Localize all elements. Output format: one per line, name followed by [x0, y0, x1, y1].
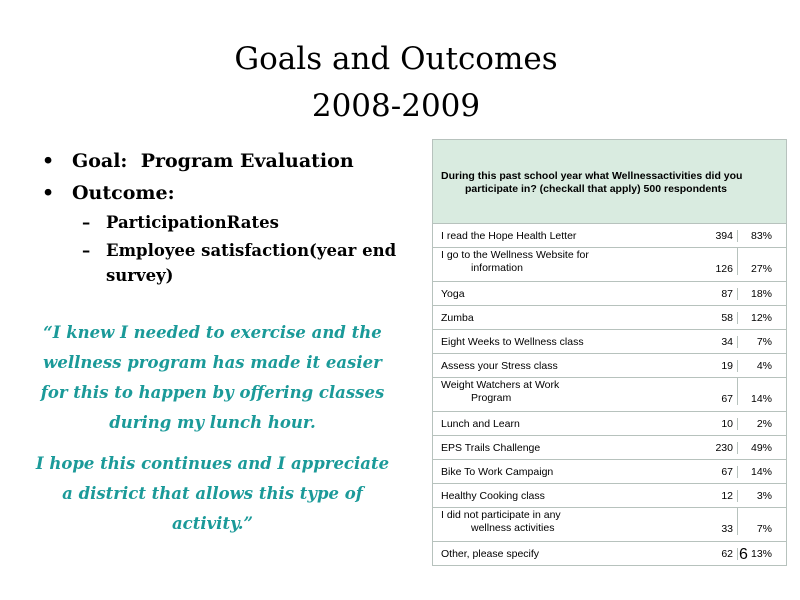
table-row — [433, 282, 786, 306]
table-row — [433, 412, 786, 436]
table-row — [433, 378, 786, 412]
title-line-2: 2008-2009 — [311, 88, 481, 124]
row-label-line-1: Zumba — [441, 311, 474, 324]
row-percent: 3% — [737, 490, 786, 502]
row-count: 87 — [721, 287, 733, 300]
question-line-2: participate in? (checkall that apply) 500 respondents — [465, 183, 727, 195]
row-count: 230 — [715, 441, 733, 454]
page-number: 6 — [739, 546, 748, 563]
table-row — [433, 306, 786, 330]
row-percent: 18% — [737, 288, 786, 300]
row-label — [433, 288, 695, 300]
goal-label: Goal: — [72, 150, 128, 172]
row-count: 19 — [721, 359, 733, 372]
bullet-list — [40, 146, 410, 288]
row-label — [433, 379, 695, 405]
row-label-line-1: Lunch and Learn — [441, 417, 520, 430]
row-percent: 4% — [737, 360, 786, 372]
table-row — [433, 224, 786, 248]
row-count: 62 — [721, 547, 733, 560]
row-label-line-1: Bike To Work Campaign — [441, 465, 554, 478]
row-count: 33 — [721, 523, 733, 535]
row-label — [433, 442, 695, 454]
row-count: 12 — [721, 489, 733, 502]
row-percent: 7% — [737, 508, 786, 535]
row-percent: 12% — [737, 312, 786, 324]
row-label-line-1: Assess your Stress class — [441, 359, 558, 372]
table-row — [433, 484, 786, 508]
bullet-dot-icon: • — [42, 182, 55, 204]
row-label-line-1: Healthy Cooking class — [441, 489, 545, 502]
row-count: 67 — [721, 393, 733, 405]
row-label-line-1: Other, please specify — [441, 547, 540, 560]
goal-text: Program Evaluation — [140, 150, 354, 172]
dash-icon: – — [82, 213, 91, 232]
row-percent: 49% — [737, 442, 786, 454]
row-label-line-1: I go to the Wellness Website for — [441, 249, 589, 261]
table-row — [433, 330, 786, 354]
row-label — [433, 230, 695, 242]
row-label — [433, 509, 695, 535]
sub-bullet-text: Employee satisfaction(year end survey) — [106, 241, 397, 285]
sub-bullet-participation — [40, 210, 410, 235]
quote-paragraph-2: I hope this continues and I appreciate a district that allows this type of activity.” — [35, 454, 390, 533]
outcome-label: Outcome: — [72, 182, 175, 204]
row-label-line-1: I read the Hope Health Letter — [441, 229, 577, 242]
row-count: 394 — [715, 229, 733, 242]
sub-bullet-satisfaction — [40, 238, 410, 288]
sub-bullet-text: ParticipationRates — [106, 213, 279, 232]
row-label-line-1: EPS Trails Challenge — [441, 441, 541, 454]
survey-table — [432, 139, 787, 566]
row-label — [433, 490, 695, 502]
table-row — [433, 460, 786, 484]
row-percent: 2% — [737, 418, 786, 430]
row-label-line-2: wellness activities — [471, 522, 555, 534]
table-row — [433, 508, 786, 542]
row-label — [433, 336, 695, 348]
bullet-dot-icon: • — [42, 150, 55, 172]
row-count: 34 — [721, 335, 733, 348]
row-label-line-1: Yoga — [441, 287, 465, 300]
row-label-line-1: Eight Weeks to Wellness class — [441, 335, 584, 348]
title-line-1: Goals and Outcomes — [234, 41, 558, 77]
slide-title — [0, 36, 792, 130]
row-label — [433, 249, 695, 275]
row-label — [433, 548, 695, 560]
row-percent: 14% — [737, 466, 786, 478]
row-label — [433, 360, 695, 372]
row-count: 67 — [721, 465, 733, 478]
row-label-line-1: Weight Watchers at Work — [441, 379, 560, 391]
quote-paragraph-1: “I knew I needed to exercise and the wellness program has made it easier for this to happen by offering classes during my lunch hour. — [40, 323, 385, 432]
row-percent: 7% — [737, 336, 786, 348]
table-row — [433, 436, 786, 460]
row-label — [433, 418, 695, 430]
row-percent: 14% — [737, 378, 786, 405]
row-percent: 27% — [737, 248, 786, 275]
row-count: 10 — [721, 417, 733, 430]
bullet-goal — [40, 146, 410, 176]
row-label — [433, 312, 695, 324]
row-label — [433, 466, 695, 478]
row-percent: 83% — [737, 230, 786, 242]
row-label-line-2: Program — [471, 392, 512, 404]
row-percent: 13% — [737, 548, 786, 560]
row-count: 58 — [721, 311, 733, 324]
survey-question-header — [433, 139, 786, 224]
row-label-line-2: information — [471, 262, 523, 274]
table-row — [433, 542, 786, 566]
dash-icon: – — [82, 241, 91, 260]
testimonial-quote — [30, 318, 395, 539]
row-count: 126 — [715, 263, 733, 275]
survey-rows — [433, 224, 786, 566]
table-row — [433, 248, 786, 282]
table-row — [433, 354, 786, 378]
bullet-outcome — [40, 178, 410, 208]
row-label-line-1: I did not participate in any — [441, 509, 561, 521]
question-line-1: During this past school year what Wellnessactivities did you — [441, 170, 743, 182]
